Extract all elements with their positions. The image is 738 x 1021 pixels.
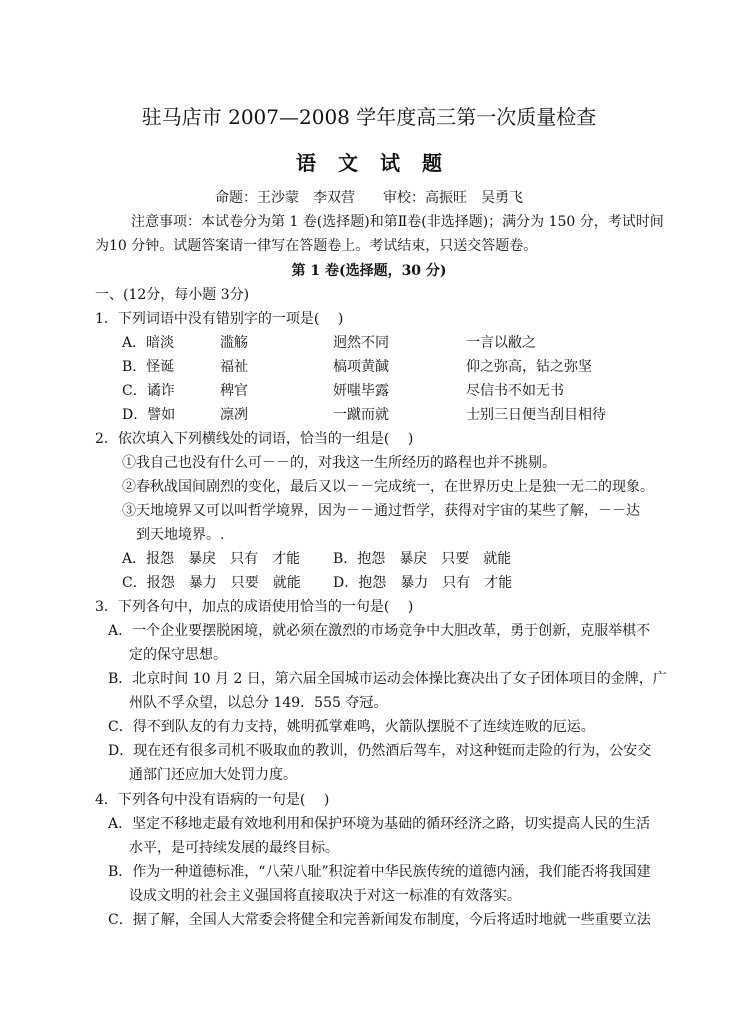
table-cell: 妍嗤毕露	[333, 383, 389, 399]
table-cell: D．譬如	[122, 407, 176, 423]
q4-option-c: C．据了解，全国人大常委会将健全和完善新闻发布制度，今后将适时地就一些重要立法	[108, 912, 651, 928]
q2-sentence-2: ②春秋战国间剧烈的变化，最后又以－－完成统一，在世界历史上是独一无二的现象。	[122, 479, 654, 495]
table-cell: 凛冽	[220, 407, 248, 423]
q4-option-b: B．作为一种道德标准，“八荣八耻”积淀着中华民族传统的道德内涵，我们能否将我国建	[108, 864, 651, 880]
q3-option-b-cont: 州队不孚众望，以总分 149．555 夺冠。	[129, 695, 388, 711]
q3-option-a-cont: 定的保守思想。	[129, 647, 227, 663]
volume-1-title: 第 1 卷(选择题，30 分)	[291, 263, 447, 279]
q2-option-d: D．抱怨 暴力 只有 才能	[333, 575, 513, 591]
table-cell: A．暗淡	[122, 335, 175, 351]
q4-option-a-cont: 水平，是可持续发展的最终目标。	[129, 840, 339, 856]
table-cell: 仰之弥高，钻之弥坚	[466, 359, 592, 375]
notice-line-1: 注意事项：本试卷分为第 1 卷(选择题)和第Ⅱ卷(非选择题)；满分为 150 分，考试时间	[131, 214, 664, 230]
q3-option-d-cont: 通部门还应加大处罚力度。	[129, 767, 297, 783]
notice-line-2: 为10 分钟。试题答案请一律写在答题卷上。考试结束，只送交答题卷。	[95, 238, 538, 254]
table-cell: 滥觞	[220, 335, 248, 351]
q3-stem: 3．下列各句中，加点的成语使用恰当的一句是( )	[95, 599, 414, 615]
q1-stem: 1．下列词语中没有错别字的一项是( )	[95, 311, 344, 327]
q3-option-b: B．北京时间 10 月 2 日，第六届全国城市运动会体操比赛决出了女子团体项目的金牌，广	[108, 671, 667, 687]
table-cell: 槁项黄馘	[333, 359, 389, 375]
table-cell: C．谲诈	[122, 383, 175, 399]
table-cell: 福祉	[220, 359, 248, 375]
table-cell: 一蹴而就	[333, 407, 389, 423]
table-cell: 迥然不同	[333, 335, 389, 351]
table-cell: B．怪诞	[122, 359, 175, 375]
q4-stem: 4．下列各句中没有语病的一句是( )	[95, 792, 330, 808]
q3-option-c: C．得不到队友的有力支持，姚明孤掌难鸣，火箭队摆脱不了连续连败的厄运。	[108, 719, 595, 735]
table-cell: 稗官	[220, 383, 248, 399]
q4-option-a: A．坚定不移地走最有效地利用和保护环境为基础的循环经济之路，切实提高人民的生活	[108, 816, 651, 832]
table-cell: 一言以敝之	[466, 335, 536, 351]
q2-option-c: C．报怨 暴力 只要 就能	[122, 575, 301, 591]
section-1-heading: 一、(12分，每小题 3分)	[95, 287, 250, 303]
q2-sentence-3: ③天地境界又可以叫哲学境界，因为－－通过哲学，获得对宇宙的某些了解，－－达	[122, 503, 640, 519]
q2-sentence-3-cont: 到天地境界。.	[136, 527, 225, 543]
q2-sentence-1: ①我自己也没有什么可－－的，对我这一生所经历的路程也并不挑剔。	[122, 455, 556, 471]
subject-title: 语文试题	[296, 151, 464, 175]
table-cell: 士别三日便当刮目相待	[466, 407, 606, 423]
authors-line: 命题：王沙蒙 李双营 审校：高振旺 吴勇飞	[215, 190, 523, 206]
q2-option-b: B．抱怨 暴戾 只要 就能	[333, 551, 512, 567]
q2-option-a: A．报怨 暴戾 只有 才能	[122, 551, 301, 567]
table-cell: 尽信书不如无书	[466, 383, 564, 399]
q4-option-b-cont: 设成文明的社会主义强国将直接取决于对这一标准的有效落实。	[129, 888, 521, 904]
q2-stem: 2．依次填入下列横线处的词语，恰当的一组是( )	[95, 431, 414, 447]
q3-option-a: A．一个企业要摆脱困境，就必须在激烈的市场竞争中大胆改革，勇于创新，克服举棋不	[108, 623, 651, 639]
q3-option-d: D．现在还有很多司机不吸取血的教训，仍然酒后驾车，对这种铤而走险的行为，公安交	[108, 743, 652, 759]
exam-title: 驻马店市 2007—2008 学年度高三第一次质量检查	[141, 105, 597, 129]
